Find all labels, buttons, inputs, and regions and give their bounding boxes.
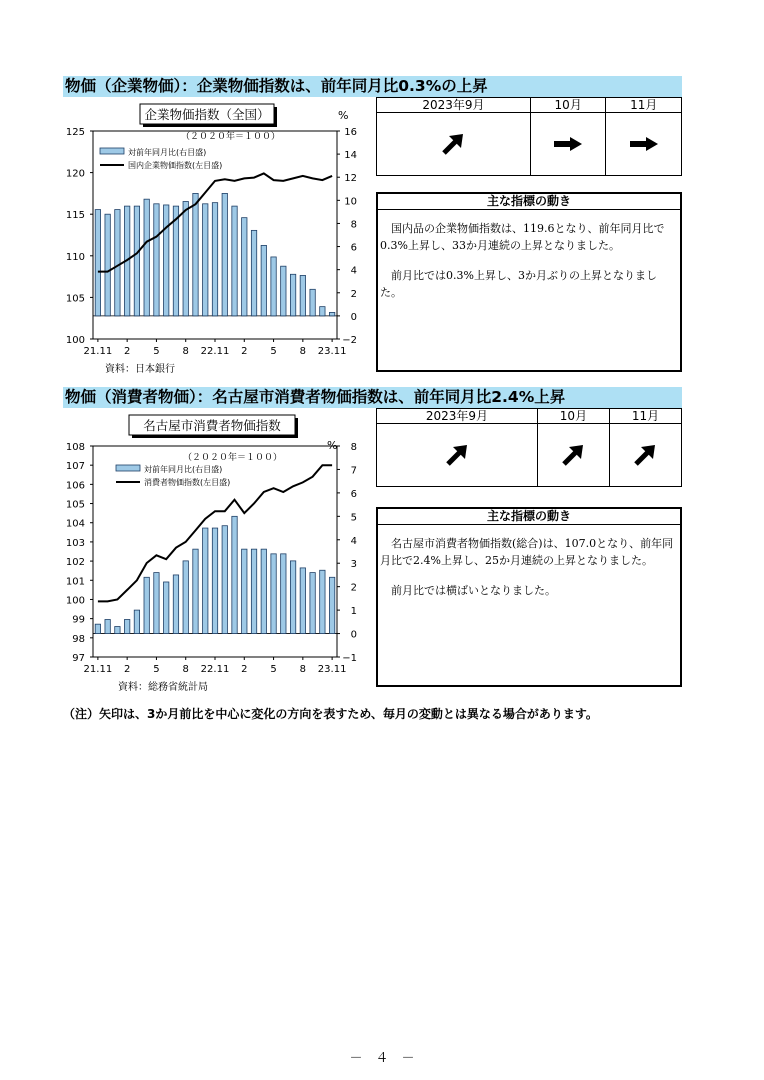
x-tick-label: 21.11 bbox=[83, 664, 113, 675]
y-right-tick-label: 12 bbox=[344, 173, 357, 185]
bar bbox=[281, 266, 286, 316]
arrow-cell bbox=[377, 424, 538, 487]
bar bbox=[290, 274, 295, 316]
y-left-tick-label: 98 bbox=[72, 633, 85, 645]
bar bbox=[320, 307, 325, 316]
bar bbox=[203, 528, 208, 634]
y-right-tick-label: 2 bbox=[350, 288, 357, 300]
legend-line-label: 消費者物価指数(左目盛) bbox=[144, 478, 231, 487]
movement-body bbox=[378, 525, 680, 599]
y-right-tick-label: 0 bbox=[350, 629, 357, 641]
y-left-tick-label: 106 bbox=[65, 480, 85, 492]
x-tick-label: 5 bbox=[153, 664, 160, 675]
bar bbox=[242, 218, 247, 316]
bar bbox=[115, 210, 120, 316]
chart-title: 企業物価指数（全国） bbox=[144, 107, 270, 122]
x-tick-label: 5 bbox=[153, 346, 160, 357]
bar bbox=[164, 205, 169, 316]
y-right-tick-label: 14 bbox=[344, 150, 357, 162]
y-left-tick-label: 104 bbox=[65, 518, 85, 530]
chart-consumer-price-index bbox=[63, 408, 363, 700]
y-left-tick-label: 125 bbox=[65, 127, 85, 138]
bar bbox=[310, 289, 315, 316]
legend-line-label: 国内企業物価指数(左目盛) bbox=[128, 161, 223, 170]
bar bbox=[193, 193, 198, 315]
movement-paragraph: 名古屋市消費者物価指数(総合)は、107.0となり、前年同月比で2.4%上昇し、25か月連続の上昇となりました。 bbox=[380, 537, 674, 567]
bar bbox=[164, 582, 169, 634]
y-right-tick-label: 7 bbox=[350, 465, 357, 477]
base-note: （２０２０年＝１００） bbox=[183, 453, 283, 463]
x-tick-label: 23.11 bbox=[317, 346, 347, 357]
month-header: 11月 bbox=[609, 409, 681, 424]
bar bbox=[300, 568, 305, 634]
y-left-tick-label: 107 bbox=[65, 461, 85, 473]
arrow-table-corporate bbox=[376, 97, 682, 176]
consumer-price-chart-svg bbox=[63, 408, 363, 696]
arrow-cell bbox=[606, 113, 682, 176]
x-tick-label: 22.11 bbox=[200, 346, 230, 357]
bar bbox=[95, 624, 100, 633]
bar bbox=[173, 206, 178, 316]
y-left-tick-label: 105 bbox=[65, 499, 85, 511]
bar bbox=[144, 199, 149, 316]
x-tick-label: 2 bbox=[241, 346, 248, 357]
bar bbox=[144, 577, 149, 633]
y-right-tick-label: 16 bbox=[344, 127, 357, 138]
y-left-tick-label: 102 bbox=[65, 557, 85, 569]
y-left-tick-label: 108 bbox=[65, 442, 85, 453]
arrow-table-consumer bbox=[376, 408, 682, 487]
x-tick-label: 5 bbox=[270, 346, 277, 357]
y-left-tick-label: 115 bbox=[65, 210, 85, 222]
bar bbox=[242, 549, 247, 633]
movement-paragraph: 国内品の企業物価指数は、119.6となり、前年同月比で0.3%上昇し、33か月連続の上昇となりました。 bbox=[380, 222, 665, 252]
x-tick-label: 5 bbox=[270, 664, 277, 675]
legend-bar-label: 対前年同月比(右目盛) bbox=[144, 465, 223, 474]
y-right-tick-label: 6 bbox=[350, 488, 357, 500]
y-left-tick-label: 120 bbox=[65, 168, 85, 180]
y-left-tick-label: 110 bbox=[65, 251, 85, 263]
arrow-cell bbox=[377, 113, 531, 176]
x-tick-label: 2 bbox=[123, 346, 131, 357]
y-right-tick-label: 4 bbox=[350, 535, 357, 547]
month-header: 10月 bbox=[530, 98, 606, 113]
bar bbox=[261, 245, 266, 315]
bar bbox=[154, 573, 159, 634]
y-right-tick-label: 2 bbox=[350, 582, 357, 594]
arrow-cell bbox=[537, 424, 609, 487]
x-tick-label: 8 bbox=[182, 664, 189, 675]
x-tick-label: 2 bbox=[241, 664, 248, 675]
bar bbox=[115, 627, 120, 634]
bar bbox=[124, 619, 129, 633]
bar bbox=[329, 577, 334, 633]
section-title-consumer-prices: 物価（消費者物価）：名古屋市消費者物価指数は、前年同月比2.4%上昇 bbox=[63, 387, 682, 408]
bar bbox=[290, 561, 295, 634]
x-tick-label: 8 bbox=[299, 664, 307, 675]
month-header: 2023年9月 bbox=[377, 98, 531, 113]
y-right-tick-label: 5 bbox=[350, 512, 357, 524]
y-right-tick-label: 0 bbox=[350, 311, 357, 323]
bar bbox=[251, 549, 256, 633]
bar bbox=[183, 201, 188, 315]
x-tick-label: 8 bbox=[299, 346, 307, 357]
y-left-tick-label: 100 bbox=[65, 595, 85, 607]
footnote: （注）矢印は、3か月前比を中心に変化の方向を表すため、毎月の変動とは異なる場合があります。 bbox=[63, 707, 598, 721]
bar bbox=[173, 575, 178, 634]
y-right-tick-label: 6 bbox=[350, 242, 357, 254]
bar bbox=[300, 275, 305, 315]
y-right-tick-label: 8 bbox=[350, 219, 357, 231]
x-tick-label: 8 bbox=[182, 346, 189, 357]
base-note: （２０２０年＝１００） bbox=[181, 132, 281, 142]
y-left-tick-label: 103 bbox=[65, 537, 85, 549]
page-number: － ４ － bbox=[349, 1051, 415, 1066]
arrow-right-icon bbox=[531, 136, 606, 152]
arrow-cell bbox=[530, 113, 606, 176]
legend-bar-swatch bbox=[100, 148, 124, 154]
x-tick-label: 2 bbox=[123, 664, 131, 675]
x-tick-label: 22.11 bbox=[200, 664, 230, 675]
chart-title: 名古屋市消費者物価指数 bbox=[143, 418, 281, 433]
movement-heading: 主な指標の動き bbox=[378, 509, 680, 525]
y-left-tick-label: 105 bbox=[65, 293, 85, 305]
movement-box-corporate bbox=[376, 192, 682, 372]
month-header: 10月 bbox=[537, 409, 609, 424]
bar bbox=[232, 206, 237, 316]
y-left-tick-label: 99 bbox=[72, 614, 85, 626]
y-right-tick-label: 3 bbox=[350, 559, 357, 571]
x-tick-label: 23.11 bbox=[317, 664, 347, 675]
arrow-up-right-icon bbox=[377, 131, 530, 157]
chart-corporate-price-index bbox=[63, 97, 363, 381]
arrow-up-right-icon bbox=[377, 442, 537, 468]
bar bbox=[95, 210, 100, 316]
bar bbox=[281, 554, 286, 634]
y-right-tick-label: 4 bbox=[350, 265, 357, 277]
bar bbox=[212, 528, 217, 634]
bar bbox=[271, 554, 276, 634]
movement-body bbox=[378, 210, 680, 301]
movement-heading: 主な指標の動き bbox=[378, 194, 680, 210]
bar bbox=[329, 312, 334, 315]
movement-box-consumer bbox=[376, 507, 682, 687]
movement-paragraph: 前月比では0.3%上昇し、3か月ぶりの上昇となりました。 bbox=[380, 269, 657, 299]
y-left-tick-label: 100 bbox=[65, 335, 85, 346]
bar bbox=[251, 230, 256, 316]
bar bbox=[320, 570, 325, 633]
bar bbox=[222, 526, 227, 634]
month-header: 11月 bbox=[606, 98, 682, 113]
y-right-tick-label: 8 bbox=[350, 442, 357, 453]
y-left-tick-label: 101 bbox=[65, 576, 85, 588]
arrow-right-icon bbox=[606, 136, 681, 152]
legend-bar-label: 対前年同月比(右目盛) bbox=[128, 148, 207, 157]
bar bbox=[193, 549, 198, 633]
bar bbox=[310, 573, 315, 634]
bar bbox=[261, 549, 266, 633]
source-label: 資料：総務省統計局 bbox=[118, 682, 208, 693]
bar bbox=[134, 206, 139, 316]
arrow-cell bbox=[609, 424, 681, 487]
arrow-up-right-icon bbox=[538, 442, 609, 468]
bar bbox=[203, 204, 208, 316]
bar bbox=[222, 193, 227, 315]
bar bbox=[105, 619, 110, 633]
unit-label: % bbox=[338, 109, 349, 122]
source-label: 資料：日本銀行 bbox=[105, 364, 175, 375]
corporate-price-chart-svg bbox=[63, 97, 363, 377]
bar bbox=[232, 516, 237, 633]
arrow-up-right-icon bbox=[610, 442, 681, 468]
bar bbox=[154, 204, 159, 316]
month-header: 2023年9月 bbox=[377, 409, 538, 424]
y-right-tick-label: 10 bbox=[344, 196, 357, 208]
bar bbox=[134, 610, 139, 633]
section-title-corporate-prices: 物価（企業物価）：企業物価指数は、前年同月比0.3%の上昇 bbox=[63, 76, 682, 97]
bar bbox=[212, 203, 217, 316]
bar bbox=[271, 257, 276, 316]
y-right-tick-label: 1 bbox=[350, 606, 357, 618]
legend-bar-swatch bbox=[116, 465, 140, 471]
unit-label: % bbox=[327, 439, 338, 452]
x-tick-label: 21.11 bbox=[83, 346, 113, 357]
bar bbox=[183, 561, 188, 634]
y-right-tick-label: −2 bbox=[342, 335, 357, 346]
bar bbox=[105, 214, 110, 316]
y-left-tick-label: 97 bbox=[72, 653, 85, 664]
y-right-tick-label: −1 bbox=[342, 653, 357, 664]
movement-paragraph: 前月比では横ばいとなりました。 bbox=[391, 584, 556, 597]
